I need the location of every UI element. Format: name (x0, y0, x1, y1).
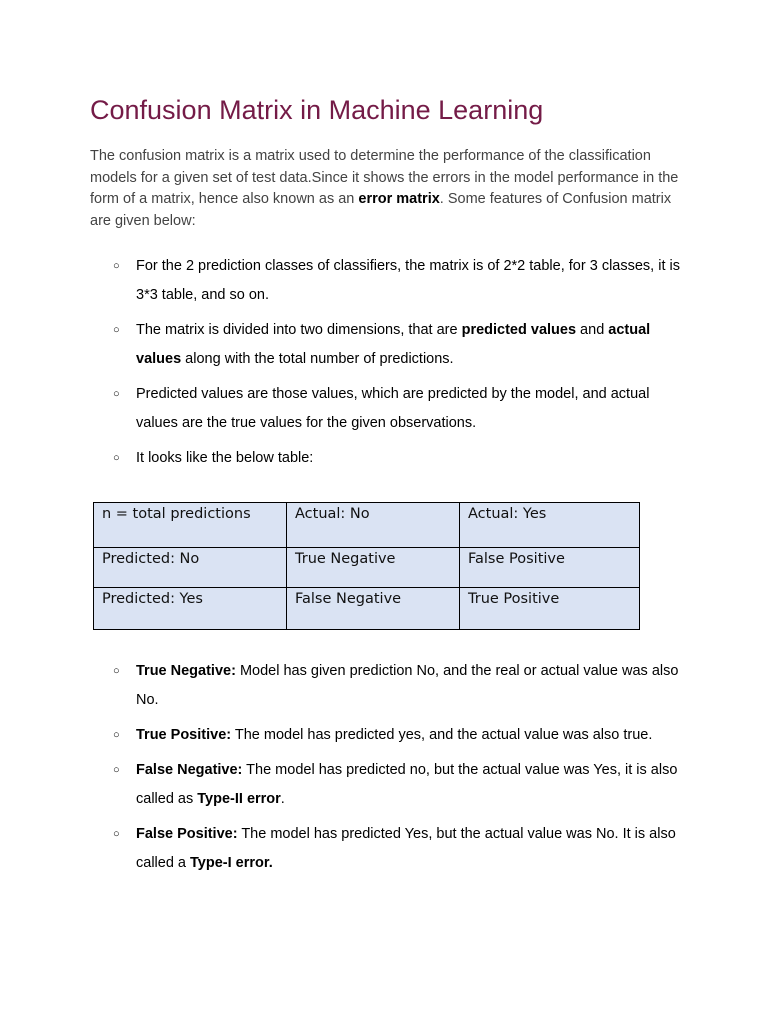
bold-term: False Negative: (136, 762, 243, 778)
bullet-circle-icon: ○ (113, 452, 120, 464)
bold-term: True Negative: (136, 663, 236, 679)
table-row (94, 588, 640, 630)
list-item-text: Predicted values are those values, which are predicted by the model, and actual values are the true values for the given observations. (136, 386, 650, 431)
list-item (0, 721, 684, 750)
list-item-text: For the 2 prediction classes of classifiers, the matrix is of 2*2 table, for 3 classes, it is 3*3 table, and so on. (136, 258, 680, 303)
list-item-text: The model has predicted yes, and the actual value was also true. (231, 727, 653, 743)
list-item (0, 252, 684, 310)
bullet-circle-icon: ○ (113, 388, 120, 400)
list-item (0, 756, 684, 814)
page-title: Confusion Matrix in Machine Learning (90, 95, 544, 125)
table-cell: Predicted: Yes (94, 588, 287, 630)
list-item (0, 657, 684, 715)
intro-paragraph (90, 146, 680, 233)
bullet-circle-icon: ○ (113, 764, 120, 776)
bullet-circle-icon: ○ (113, 324, 120, 336)
list-item (0, 444, 684, 473)
list-item (0, 316, 684, 374)
list-item-text: The model has predicted no, but the actual value was Yes, it is also called as (136, 762, 678, 807)
bullet-circle-icon: ○ (113, 665, 120, 677)
list-item (0, 380, 684, 438)
bullet-circle-icon: ○ (113, 260, 120, 272)
bold-term: True Positive: (136, 727, 232, 743)
list-item-text: Model has given prediction No, and the real or actual value was also No. (136, 663, 679, 708)
list-item-text: The model has predicted Yes, but the actual value was No. It is also called a (136, 826, 676, 871)
bold-term: Type-II error (197, 791, 281, 807)
list-item-text: along with the total number of predictions. (181, 351, 454, 367)
list-item-text: The matrix is divided into two dimensions, that are (136, 322, 462, 338)
list-item-text: It looks like the below table: (136, 450, 314, 466)
intro-emphasis: error matrix (358, 191, 440, 208)
list-item-text: and (576, 322, 609, 338)
confusion-matrix-table (93, 502, 640, 630)
table-cell: True Positive (460, 588, 640, 630)
table-cell: Actual: Yes (460, 503, 640, 548)
features-list (0, 252, 768, 479)
table-cell: True Negative (287, 548, 460, 588)
intro-text-end: . Some features of Confusion matrix are given below: (90, 191, 672, 230)
table-row (94, 548, 640, 588)
table-cell: False Negative (287, 588, 460, 630)
bullet-circle-icon: ○ (113, 729, 120, 741)
table-cell: Actual: No (287, 503, 460, 548)
bold-term: predicted values (461, 322, 577, 338)
table-cell: n = total predictions (94, 503, 287, 548)
bold-term: Type-I error. (190, 855, 273, 871)
list-item (0, 820, 684, 878)
table-cell: Predicted: No (94, 548, 287, 588)
bold-term: actual values (136, 322, 651, 367)
list-item-text: . (280, 791, 285, 807)
definitions-list (0, 657, 768, 884)
bullet-circle-icon: ○ (113, 828, 120, 840)
bold-term: False Positive: (136, 826, 238, 842)
table-row (94, 503, 640, 548)
intro-text: The confusion matrix is a matrix used to determine the performance of the classification models for a given set of test data.Since it shows the errors in the model performance in the form of a matrix, hence also known as an (90, 148, 679, 208)
table-cell: False Positive (460, 548, 640, 588)
